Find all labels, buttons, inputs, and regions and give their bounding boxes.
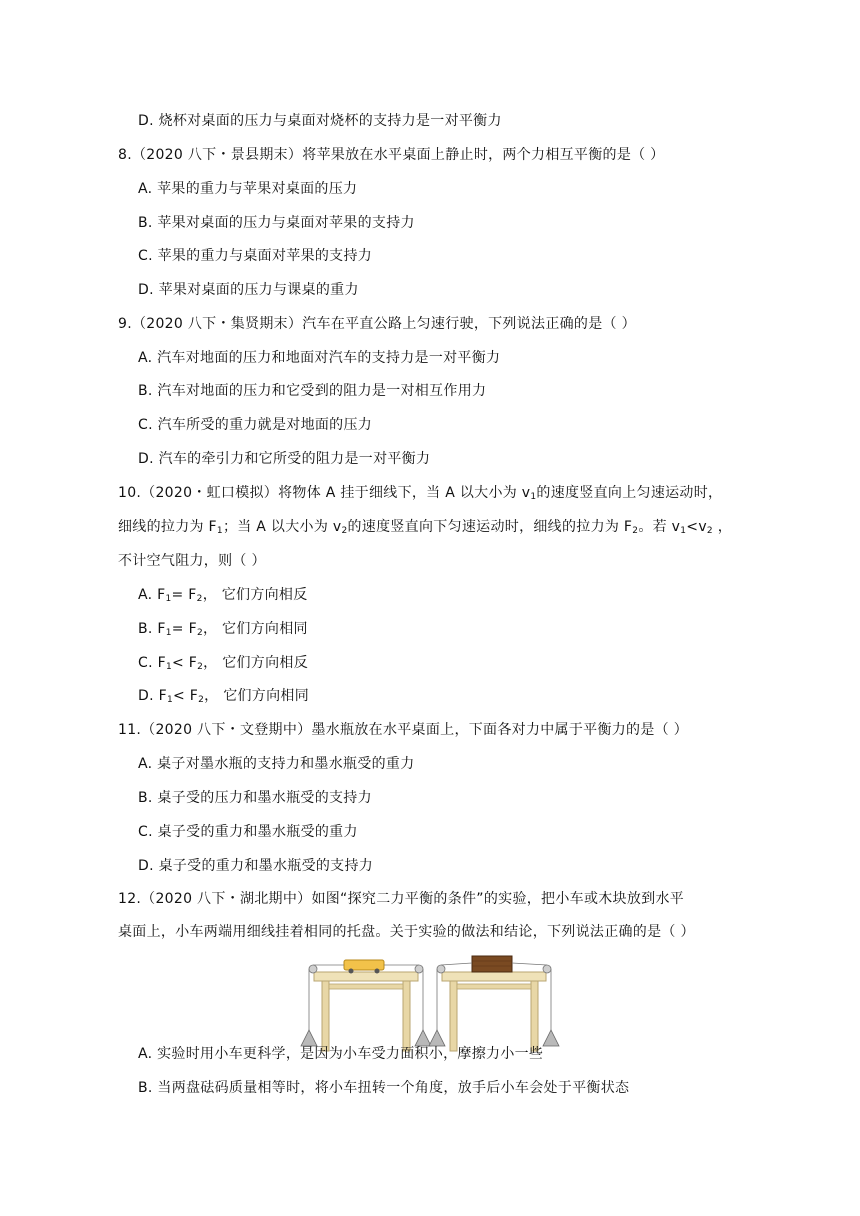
right-table-with-block bbox=[429, 956, 559, 1051]
q12-stem-line2: 桌面上，小车两端用细线挂着相同的托盘。关于实验的做法和结论，下列说法正确的是（ ） bbox=[118, 924, 695, 940]
q9-option-c: C. 汽车所受的重力就是对地面的压力 bbox=[138, 417, 373, 433]
q12-option-b: B. 当两盘砝码质量相等时，将小车扭转一个角度，放手后小车会处于平衡状态 bbox=[138, 1080, 630, 1096]
q11-option-c: C. 桌子受的重力和墨水瓶受的重力 bbox=[138, 824, 358, 840]
q10-stem-line3: 不计空气阻力，则（ ） bbox=[118, 553, 266, 569]
q11-option-a: A. 桌子对墨水瓶的支持力和墨水瓶受的重力 bbox=[138, 756, 415, 772]
left-table-with-cart bbox=[301, 960, 431, 1051]
q9-stem: 9.（2020 八下・集贤期末）汽车在平直公路上匀速行驶，下列说法正确的是（ ） bbox=[118, 316, 636, 332]
q9-option-b: B. 汽车对地面的压力和它受到的阻力是一对相互作用力 bbox=[138, 383, 487, 399]
q8-option-d: D. 苹果对桌面的压力与课桌的重力 bbox=[138, 282, 359, 298]
q10-option-c: C. $F_1< F_2$， 它们方向相反 bbox=[138, 655, 308, 672]
q8-stem: 8.（2020 八下・景县期末）将苹果放在水平桌面上静止时，两个力相互平衡的是（ ） bbox=[118, 147, 665, 163]
q9-option-a: A. 汽车对地面的压力和地面对汽车的支持力是一对平衡力 bbox=[138, 350, 501, 366]
q11-stem: 11.（2020 八下・文登期中）墨水瓶放在水平桌面上，下面各对力中属于平衡力的是（ ） bbox=[118, 722, 688, 738]
q10-stem-line2: 细线的拉力为 $F_1$；当 A 以大小为 $v_2$的速度竖直向下匀速运动时，细线的拉力为 $F_2$。若 $v_1<v_2$ ， bbox=[118, 519, 733, 536]
q8-option-b: B. 苹果对桌面的压力与桌面对苹果的支持力 bbox=[138, 215, 415, 231]
q10-stem-line1: 10.（2020・虹口模拟）将物体 A 挂于细线下，当 A 以大小为 $v_1$的速度竖直向上匀速运动时， bbox=[118, 485, 723, 502]
q12-option-a: A. 实验时用小车更科学，是因为小车受力面积小，摩擦力小一些 bbox=[138, 1046, 544, 1062]
q11-option-b: B. 桌子受的压力和墨水瓶受的支持力 bbox=[138, 790, 372, 806]
q10-option-a: A. $F_1= F_2$， 它们方向相反 bbox=[138, 587, 308, 604]
q11-option-d: D. 桌子受的重力和墨水瓶受的支持力 bbox=[138, 858, 374, 874]
q9-option-d: D. 汽车的牵引力和它所受的阻力是一对平衡力 bbox=[138, 451, 431, 467]
q10-option-b: B. $F_1= F_2$， 它们方向相同 bbox=[138, 621, 308, 638]
q12-stem-line1: 12.（2020 八下・湖北期中）如图“探究二力平衡的条件”的实验，把小车或木块放到水平 bbox=[118, 891, 685, 907]
experiment-figure bbox=[296, 950, 564, 1058]
q8-option-c: C. 苹果的重力与桌面对苹果的支持力 bbox=[138, 248, 373, 264]
q10-option-d: D. $F_1< F_2$， 它们方向相同 bbox=[138, 688, 309, 705]
q7-option-d: D. 烧杯对桌面的压力与桌面对烧杯的支持力是一对平衡力 bbox=[138, 113, 502, 129]
q8-option-a: A. 苹果的重力与苹果对桌面的压力 bbox=[138, 181, 358, 197]
